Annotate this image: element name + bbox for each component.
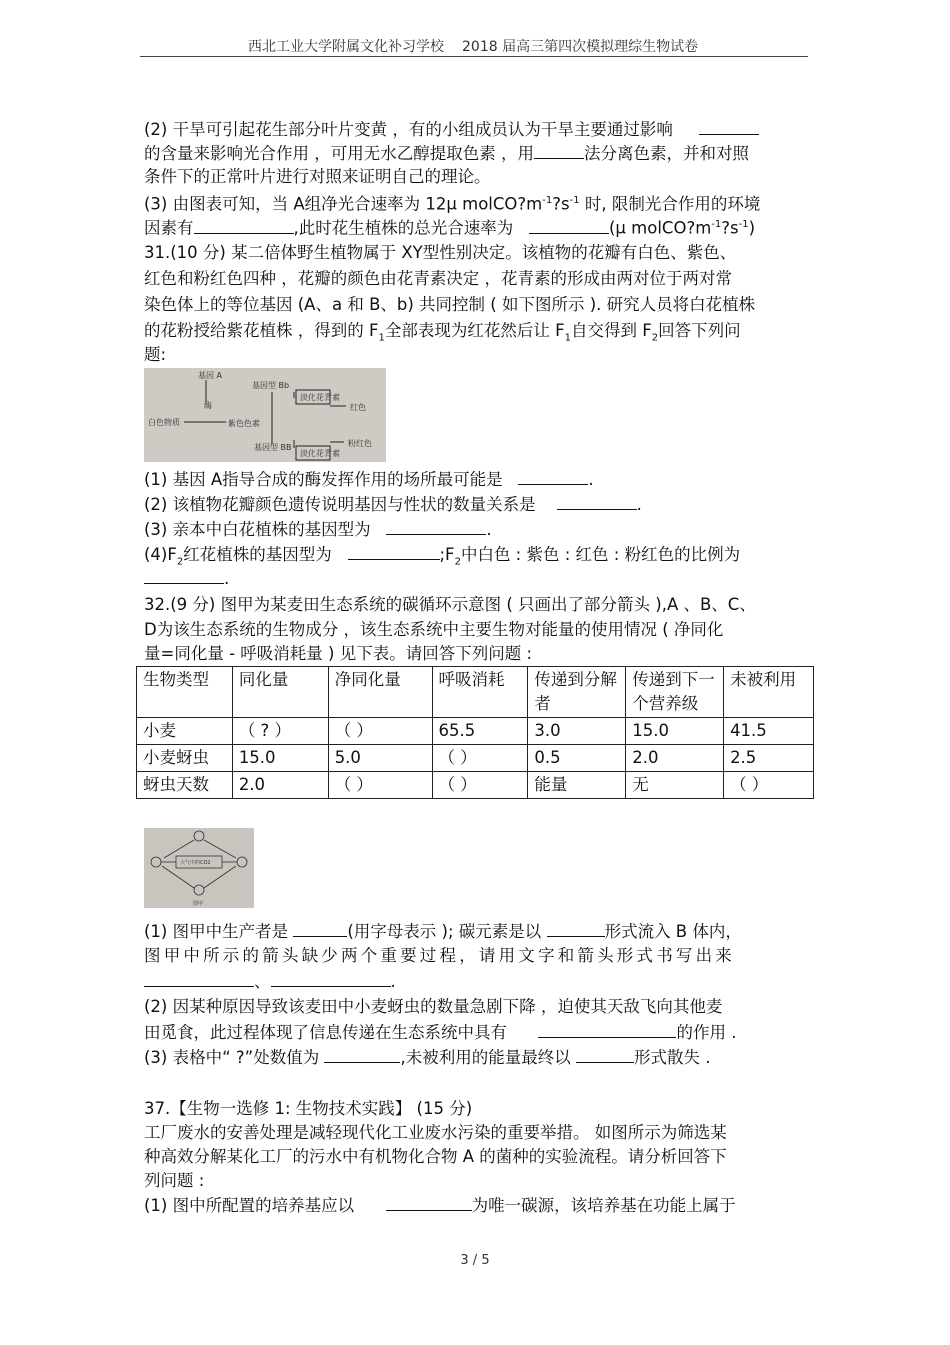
q32-line: 量=同化量 - 呼吸消耗量 ) 见下表。请回答下列问题 :	[144, 644, 532, 663]
q31-sub-1: (1) 基因 A指导合成的酶发挥作用的场所最可能是 .	[144, 470, 594, 489]
table-row	[137, 745, 814, 772]
table-cell: （ ）	[724, 772, 814, 799]
red-label: 红色	[350, 403, 366, 412]
table-cell: 小麦蚜虫	[137, 745, 233, 772]
answer-blank[interactable]	[271, 970, 391, 987]
answer-blank[interactable]	[144, 567, 224, 584]
answer-blank[interactable]	[518, 468, 588, 485]
table-cell: （ ）	[328, 718, 432, 745]
table-header-row	[137, 667, 814, 718]
answer-blank[interactable]	[386, 518, 486, 535]
genotype-bb-label: 基因型 Bb	[252, 381, 290, 390]
gene-pathway-diagram	[144, 368, 386, 462]
table-cell: 无	[626, 772, 724, 799]
table-header: 呼吸消耗	[432, 667, 528, 718]
answer-blank[interactable]	[144, 970, 254, 987]
answer-blank[interactable]	[348, 543, 440, 560]
answer-blank[interactable]	[576, 1046, 634, 1063]
q32-sub-2-cont: 田觅食，此过程体现了信息传递在生态系统中具有 的作用 .	[144, 1023, 737, 1042]
q31-line: 染色体上的等位基因 (A、a 和 B、b) 共同控制 ( 如下图所示 ). 研究人员将白花植株	[144, 295, 756, 314]
table-cell: 2.0	[626, 745, 724, 772]
gene-a-label: 基因 A	[198, 371, 223, 380]
text-line: 的含量来影响光合作用 ，可用无水乙醇提取色素 ，用 法分离色素，并和对照	[144, 144, 749, 163]
table-cell: 65.5	[432, 718, 528, 745]
table-header: 未被利用	[724, 667, 814, 718]
q32-line: D为该生态系统的生物成分 ，该生态系统中主要生物对能量的使用情况 ( 净同化	[144, 620, 724, 639]
q31-line: 31.(10 分) 某二倍体野生植物属于 XY型性别决定。该植物的花瓣有白色、紫色、	[144, 243, 737, 262]
table-cell: 2.0	[232, 772, 328, 799]
text-line: 因素有 ,此时花生植株的总光合速率为 (μ $molCO?m^{-1}?s^{-1}$)	[144, 218, 756, 238]
q31-sub-2: (2) 该植物花瓣颜色遗传说明基因与性状的数量关系是 .	[144, 495, 642, 514]
answer-blank[interactable]	[529, 217, 609, 234]
text-line: (2) 干旱可引起花生部分叶片变黄 ，有的小组成员认为干旱主要通过影响	[144, 118, 759, 141]
q37-line: 种高效分解某化工厂的污水中有机物化合物 A 的菌种的实验流程。请分析回答下	[144, 1147, 727, 1166]
text-line: (3) 由图表可知，当 A组净光合速率为 12μ $molCO?m^{-1}?s^{-1}$ 时, 限制光合作用的环境	[144, 194, 761, 214]
q32-sub-1-blanks: 、 .	[144, 970, 396, 993]
q32-sub-3: (3) 表格中“ ?”处数值为 ,未被利用的能量最终以 形式散失 .	[144, 1048, 711, 1067]
fade-anthocyanin-label-2: 淡化花青素	[300, 449, 340, 458]
energy-table	[136, 666, 814, 799]
q37-title: 37.【生物一选修 1: 生物技术实践】 (15 分)	[144, 1099, 473, 1118]
table-cell: 15.0	[232, 745, 328, 772]
table-cell: 3.0	[528, 718, 626, 745]
q32-sub-2: (2) 因某种原因导致该麦田中小麦蚜虫的数量急剧下降 ，迫使其天敌飞向其他麦	[144, 997, 723, 1016]
q32-sub-1: (1) 图甲中生产者是 (用字母表示 ); 碳元素是以 形式流入 B 体内，	[144, 922, 742, 941]
atmosphere-co2-label: 大气中的CO2	[180, 860, 211, 866]
table-cell: （ ）	[432, 745, 528, 772]
answer-blank[interactable]	[699, 118, 759, 135]
white-substance-label: 白色物质	[148, 418, 180, 427]
table-cell: （ ? ）	[232, 718, 328, 745]
table-cell: （ ）	[432, 772, 528, 799]
table-cell: 小麦	[137, 718, 233, 745]
answer-blank[interactable]	[557, 493, 637, 510]
q32-sub-1-cont: 图甲中所示的箭头缺少两个重要过程，请用文字和箭头形式书写出来	[144, 946, 735, 965]
table-header: 生物类型	[137, 667, 233, 718]
q31-line: 题:	[144, 345, 167, 364]
q37-line: 列问题 :	[144, 1171, 205, 1190]
table-cell: 15.0	[626, 718, 724, 745]
carbon-cycle-diagram	[144, 828, 254, 908]
table-header: 传递到下一个营养级	[626, 667, 724, 718]
fade-anthocyanin-label: 淡化花青素	[300, 393, 340, 402]
text-line: 条件下的正常叶片进行对照来证明自己的理论。	[144, 167, 491, 186]
table-cell: 41.5	[724, 718, 814, 745]
table-header: 同化量	[232, 667, 328, 718]
answer-blank[interactable]	[386, 1194, 472, 1211]
table-cell: （ ）	[328, 772, 432, 799]
answer-blank[interactable]	[194, 217, 294, 234]
table-cell: 5.0	[328, 745, 432, 772]
table-row	[137, 772, 814, 799]
answer-blank[interactable]	[534, 142, 584, 159]
page-number: 3 / 5	[460, 1253, 490, 1268]
school-name: 西北工业大学附属文化补习学校	[248, 39, 444, 55]
purple-pigment-label: 紫色色素	[228, 419, 260, 428]
table-cell: 2.5	[724, 745, 814, 772]
table-header: 传递到分解者	[528, 667, 626, 718]
q31-line: 红色和粉红色四种 ，花瓣的颜色由花青素决定 ，花青素的形成由两对位于两对常	[144, 269, 732, 288]
table-cell: 能量	[528, 772, 626, 799]
exam-title: 2018 届高三第四次模拟理综生物试卷	[462, 39, 699, 55]
table-cell: 0.5	[528, 745, 626, 772]
q31-line: 的花粉授给紫花植株 ，得到的 $F_1$全部表现为红花然后让 $F_1$自交得到 $F_2$回答下列问	[144, 321, 741, 344]
answer-blank[interactable]	[538, 1021, 676, 1038]
genotype-BB-label: 基因型 BB	[254, 443, 292, 452]
table-row	[137, 718, 814, 745]
q37-line: 工厂废水的安善处理是减轻现代化工业废水污染的重要举措。 如图所示为筛选某	[144, 1123, 727, 1142]
q37-sub-1: (1) 图中所配置的培养基应以 为唯一碳源，该培养基在功能上属于	[144, 1196, 736, 1215]
answer-blank[interactable]	[324, 1046, 400, 1063]
pink-label: 粉红色	[348, 439, 372, 448]
answer-blank[interactable]	[547, 920, 605, 937]
table-cell: 蚜虫天数	[137, 772, 233, 799]
answer-blank[interactable]	[293, 920, 347, 937]
q31-sub-3: (3) 亲本中白花植株的基因型为 .	[144, 520, 492, 539]
q31-sub-4-cont: .	[144, 567, 229, 590]
table-header: 净同化量	[328, 667, 432, 718]
enzyme-label: 酶	[204, 401, 212, 410]
figure-jia-label: 图甲	[193, 901, 204, 907]
q31-sub-4: $(4)F_2$红花植株的基因型为 $;F_2$中白色 : 紫色 : 红色 : 粉红色的比例为	[144, 545, 741, 568]
q32-line: 32.(9 分) 图甲为某麦田生态系统的碳循环示意图 ( 只画出了部分箭头 ),A 、B、C、	[144, 595, 756, 614]
page-header	[140, 36, 808, 57]
